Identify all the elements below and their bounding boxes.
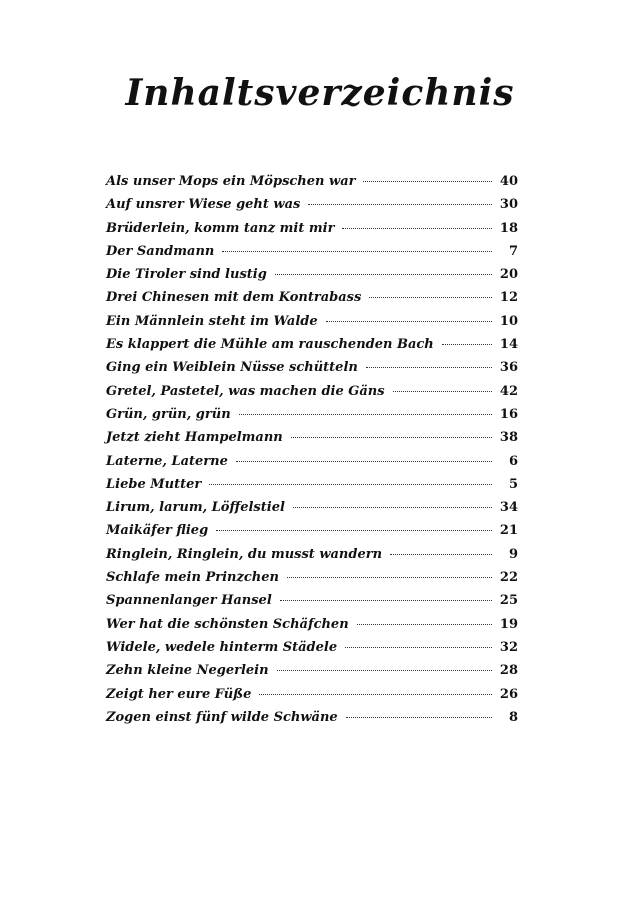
- toc-entry: [106, 659, 518, 682]
- toc-entry: [106, 240, 518, 263]
- dot-leader: [277, 670, 492, 671]
- toc-entry-page-number: 6: [508, 453, 518, 469]
- toc-entry-title: Brüderlein, komm tanz mit mir: [106, 220, 335, 236]
- toc-entry-page-number: 30: [499, 197, 518, 213]
- dot-leader: [366, 367, 492, 368]
- toc-entry: [106, 589, 518, 612]
- toc-entry-title: Zogen einst fünf wilde Schwäne: [106, 709, 338, 725]
- dot-leader: [369, 297, 492, 298]
- toc-entry: [106, 170, 518, 193]
- dot-leader: [345, 647, 492, 648]
- toc-entry-title: Jetzt zieht Hampelmann: [106, 430, 283, 446]
- toc-entry: [106, 380, 518, 403]
- dot-leader: [393, 391, 492, 392]
- toc-entry-page-number: 12: [499, 290, 518, 306]
- toc-entry-page-number: 18: [499, 220, 518, 236]
- toc-entry-title: Laterne, Laterne: [106, 453, 228, 469]
- dot-leader: [239, 414, 492, 415]
- toc-entry: [106, 426, 518, 449]
- toc-entry: [106, 450, 518, 473]
- toc-entry-title: Liebe Mutter: [106, 476, 202, 492]
- toc-entry-page-number: 22: [499, 570, 518, 586]
- toc-entry-title: Spannenlanger Hansel: [106, 593, 272, 609]
- dot-leader: [326, 321, 492, 322]
- dot-leader: [209, 484, 492, 485]
- toc-entry-title: Es klappert die Mühle am rauschenden Bach: [106, 337, 434, 353]
- toc-entry-title: Der Sandmann: [106, 243, 215, 259]
- dot-leader: [442, 344, 492, 345]
- dot-leader: [275, 274, 492, 275]
- dot-leader: [236, 461, 492, 462]
- dot-leader: [293, 507, 492, 508]
- toc-entry-page-number: 32: [499, 639, 518, 655]
- dot-leader: [363, 181, 492, 182]
- toc-entry-title: Drei Chinesen mit dem Kontrabass: [106, 290, 362, 306]
- dot-leader: [346, 717, 492, 718]
- toc-entry-page-number: 36: [499, 360, 518, 376]
- toc-entry-page-number: 25: [499, 593, 518, 609]
- toc-entry: [106, 566, 518, 589]
- toc-entry-page-number: 14: [499, 337, 518, 353]
- toc-entry: [106, 473, 518, 496]
- toc-entry-page-number: 40: [499, 174, 518, 189]
- toc-entry-page-number: 20: [499, 267, 518, 283]
- dot-leader: [342, 228, 492, 229]
- toc-entry: [106, 403, 518, 426]
- toc-entry: [106, 193, 518, 216]
- toc-entry-title: Widele, wedele hinterm Städele: [106, 639, 338, 655]
- toc-entry-title: Wer hat die schönsten Schäfchen: [106, 616, 349, 632]
- toc-entry-page-number: 26: [499, 686, 518, 702]
- toc-entry-page-number: 9: [508, 546, 518, 562]
- toc-entry-title: Ringlein, Ringlein, du musst wandern: [106, 546, 383, 562]
- toc-entry: [106, 217, 518, 240]
- toc-entry: [106, 636, 518, 659]
- toc-entry-title: Auf unsrer Wiese geht was: [106, 197, 301, 213]
- toc-entry-page-number: 16: [499, 406, 518, 422]
- toc-entry: [106, 333, 518, 356]
- toc-entry-page-number: 28: [499, 663, 518, 679]
- toc-entry-title: Maikäfer flieg: [106, 523, 209, 539]
- toc-entry-title: Zehn kleine Negerlein: [106, 663, 269, 679]
- toc-entry-page-number: 21: [499, 523, 518, 539]
- dot-leader: [222, 251, 492, 252]
- toc-entry: [106, 613, 518, 636]
- toc-entry-title: Ging ein Weiblein Nüsse schütteln: [106, 360, 358, 376]
- toc-entry-title: Schlafe mein Prinzchen: [106, 570, 279, 586]
- toc-entry-page-number: 38: [499, 430, 518, 446]
- toc-entry-title: Gretel, Pastetel, was machen die Gäns: [106, 383, 385, 399]
- dot-leader: [280, 600, 492, 601]
- dot-leader: [390, 554, 492, 555]
- table-of-contents: [106, 170, 518, 729]
- toc-entry: [106, 519, 518, 542]
- dot-leader: [308, 204, 492, 205]
- toc-entry-title: Lirum, larum, Löffelstiel: [106, 500, 285, 516]
- toc-entry-page-number: 42: [499, 383, 518, 399]
- toc-entry-title: Zeigt her eure Füße: [106, 686, 252, 702]
- toc-entry: [106, 263, 518, 286]
- toc-entry: [106, 286, 518, 309]
- dot-leader: [357, 624, 492, 625]
- toc-entry-page-number: 7: [508, 243, 518, 259]
- toc-entry: [106, 496, 518, 519]
- dot-leader: [287, 577, 492, 578]
- toc-entry-page-number: 34: [499, 500, 518, 516]
- dot-leader: [216, 530, 492, 531]
- toc-entry: [106, 543, 518, 566]
- dot-leader: [259, 694, 492, 695]
- toc-entry: [106, 706, 518, 729]
- toc-entry: [106, 356, 518, 379]
- toc-entry-page-number: 10: [499, 313, 518, 329]
- toc-entry-page-number: 19: [499, 616, 518, 632]
- toc-entry-title: Grün, grün, grün: [106, 406, 231, 422]
- toc-entry-title: Die Tiroler sind lustig: [106, 267, 267, 283]
- toc-entry-page-number: 5: [508, 476, 518, 492]
- toc-entry: [106, 310, 518, 333]
- toc-entry-title: Ein Männlein steht im Walde: [106, 313, 318, 329]
- toc-entry-title: Als unser Mops ein Möpschen war: [106, 174, 356, 189]
- toc-entry: [106, 683, 518, 706]
- page-title: Inhaltsverzeichnis: [125, 72, 515, 114]
- dot-leader: [291, 437, 492, 438]
- toc-entry-page-number: 8: [508, 709, 518, 725]
